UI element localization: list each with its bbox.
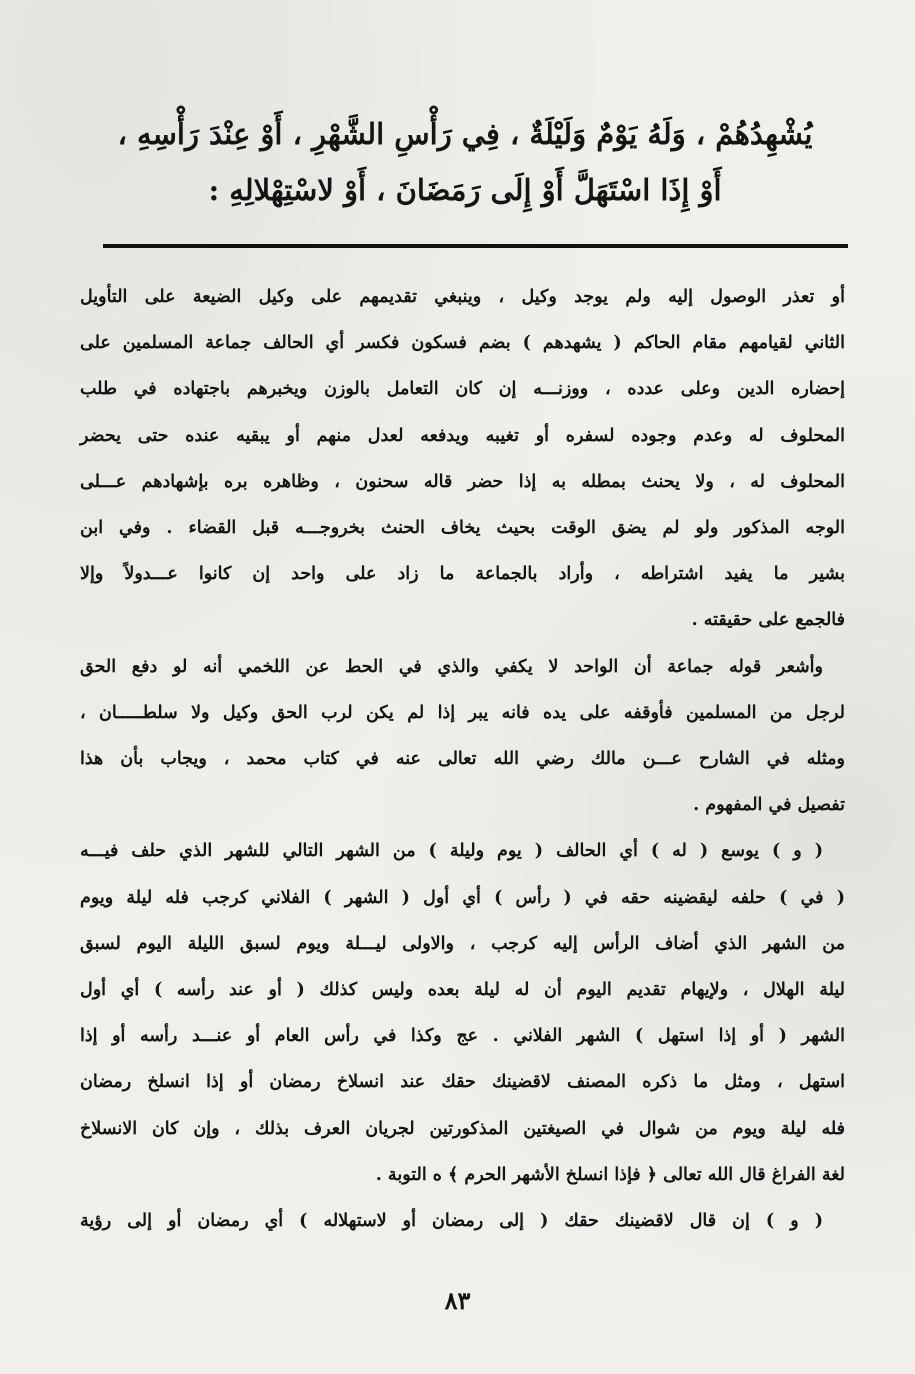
text-line: فالجمع على حقيقته .	[691, 610, 845, 631]
text-line: استهل ، ومثل ما ذكره المصنف لاقضينك حقك عند انسلاخ رمضان أو إذا انسلخ رمضان	[80, 1072, 845, 1093]
text-line: أو تعذر الوصول إليه ولم يوجد وكيل ، وينبغي تقديمهم على وكيل الضيعة على التأويل	[80, 287, 845, 307]
text-line: ( و ) يوسع ( له ) أي الحالف ( يوم وليلة ) من الشهر التالي للشهر الذي حلف فيـــه	[80, 841, 823, 862]
text-line: لرجل من المسلمين فأوقفه على يده فانه يبر إذا لم يكن لرب الحق وكيل ولا سلطـــــان ،	[80, 702, 845, 723]
text-line: الوجه المذكور ولو لم يضق الوقت بحيث يخاف الحنث بخروجـــه قبل القضاء . وفي ابن	[80, 518, 845, 539]
text-line: بشير ما يفيد اشتراطه ، وأراد بالجماعة ما زاد على واحد إن كانوا عـــدولاً وإلا	[80, 564, 845, 585]
text-line: الشهر ( أو إذا استهل ) الشهر الفلاني . عج وكذا في رأس العام أو عنـــد رأسه أو إذا	[80, 1026, 845, 1047]
matn-text	[90, 106, 840, 218]
commentary-paragraph-3	[80, 828, 845, 1198]
commentary-paragraph-1	[80, 274, 845, 644]
text-line: ومثله في الشارح عـــن مالك رضي الله تعالى عنه في كتاب محمد ، ويجاب بأن هذا	[80, 749, 845, 770]
commentary-paragraph-2	[80, 644, 845, 829]
text-line: الثاني لقيامهم مقام الحاكم ( يشهدهم ) بضم فسكون فكسر أي الحالف جماعة المسلمين على	[80, 333, 845, 354]
text-line: من الشهر الذي أضاف الرأس إليه كرجب ، والاولى ليـــلة ويوم لسبق الليلة اليوم لسبق	[80, 933, 845, 954]
text-line: فله ليلة ويوم من شوال في الصيغتين المذكورتين لجريان العرف بذلك ، وإن كان الانسلاخ	[80, 1118, 845, 1139]
text-line: وأشعر قوله جماعة أن الواحد لا يكفي والذي في الحط عن اللخمي أنه لو دفع الحق	[80, 656, 823, 677]
text-line: المحلوف له وعدم وجوده لسفره أو تغيبه ويدفعه لعدل منهم أو يبقيه عنده حتى يحضر	[80, 425, 845, 446]
page-number: ٨٣	[444, 1286, 471, 1315]
matn-line-2: أَوْ إِذَا اسْتَهَلَّ أَوْ إِلَى رَمَضَانَ ، أَوْ لاسْتِهْلالِهِ :	[208, 173, 722, 207]
separator-rule	[103, 244, 848, 248]
text-line: ( و ) إن قال لاقضينك حقك ( إلى رمضان أو لاستهلاله ) أي رمضان أو إلى رؤية	[80, 1211, 823, 1232]
text-line: تفصيل في المفهوم .	[693, 795, 845, 816]
commentary-paragraph-4	[80, 1198, 845, 1244]
text-line: المحلوف له ، ولا يحنث بمطله به إذا حضر قاله سحنون ، وظاهره بره بإشهادهم عـــلى	[80, 471, 845, 492]
text-line: ( في ) حلفه ليقضينه حقه في ( رأس ) أي أول ( الشهر ) الفلاني كرجب فله ليلة ويوم	[80, 887, 845, 908]
text-line: ليلة الهلال ، ولإيهام تقديم اليوم أن له ليلة بعده وليس كذلك ( أو عند رأسه ) أي أول	[80, 980, 845, 1001]
text-line: إحضاره الدين وعلى عدده ، ووزنـــه إن كان التعامل بالوزن ويخبرهم باجتهاده في طلب	[80, 379, 845, 400]
commentary-text	[80, 274, 845, 1244]
text-line: لغة الفراغ قال الله تعالى ﴿ فإذا انسلخ الأشهر الحرم ﴾ ه التوبة .	[375, 1164, 845, 1185]
matn-line-1: يُشْهِدُهُمْ ، وَلَهُ يَوْمٌ وَلَيْلَةٌ ، فِي رَأْسِ الشَّهْرِ ، أَوْ عِنْدَ رَأْسِهِ ،	[117, 117, 813, 151]
